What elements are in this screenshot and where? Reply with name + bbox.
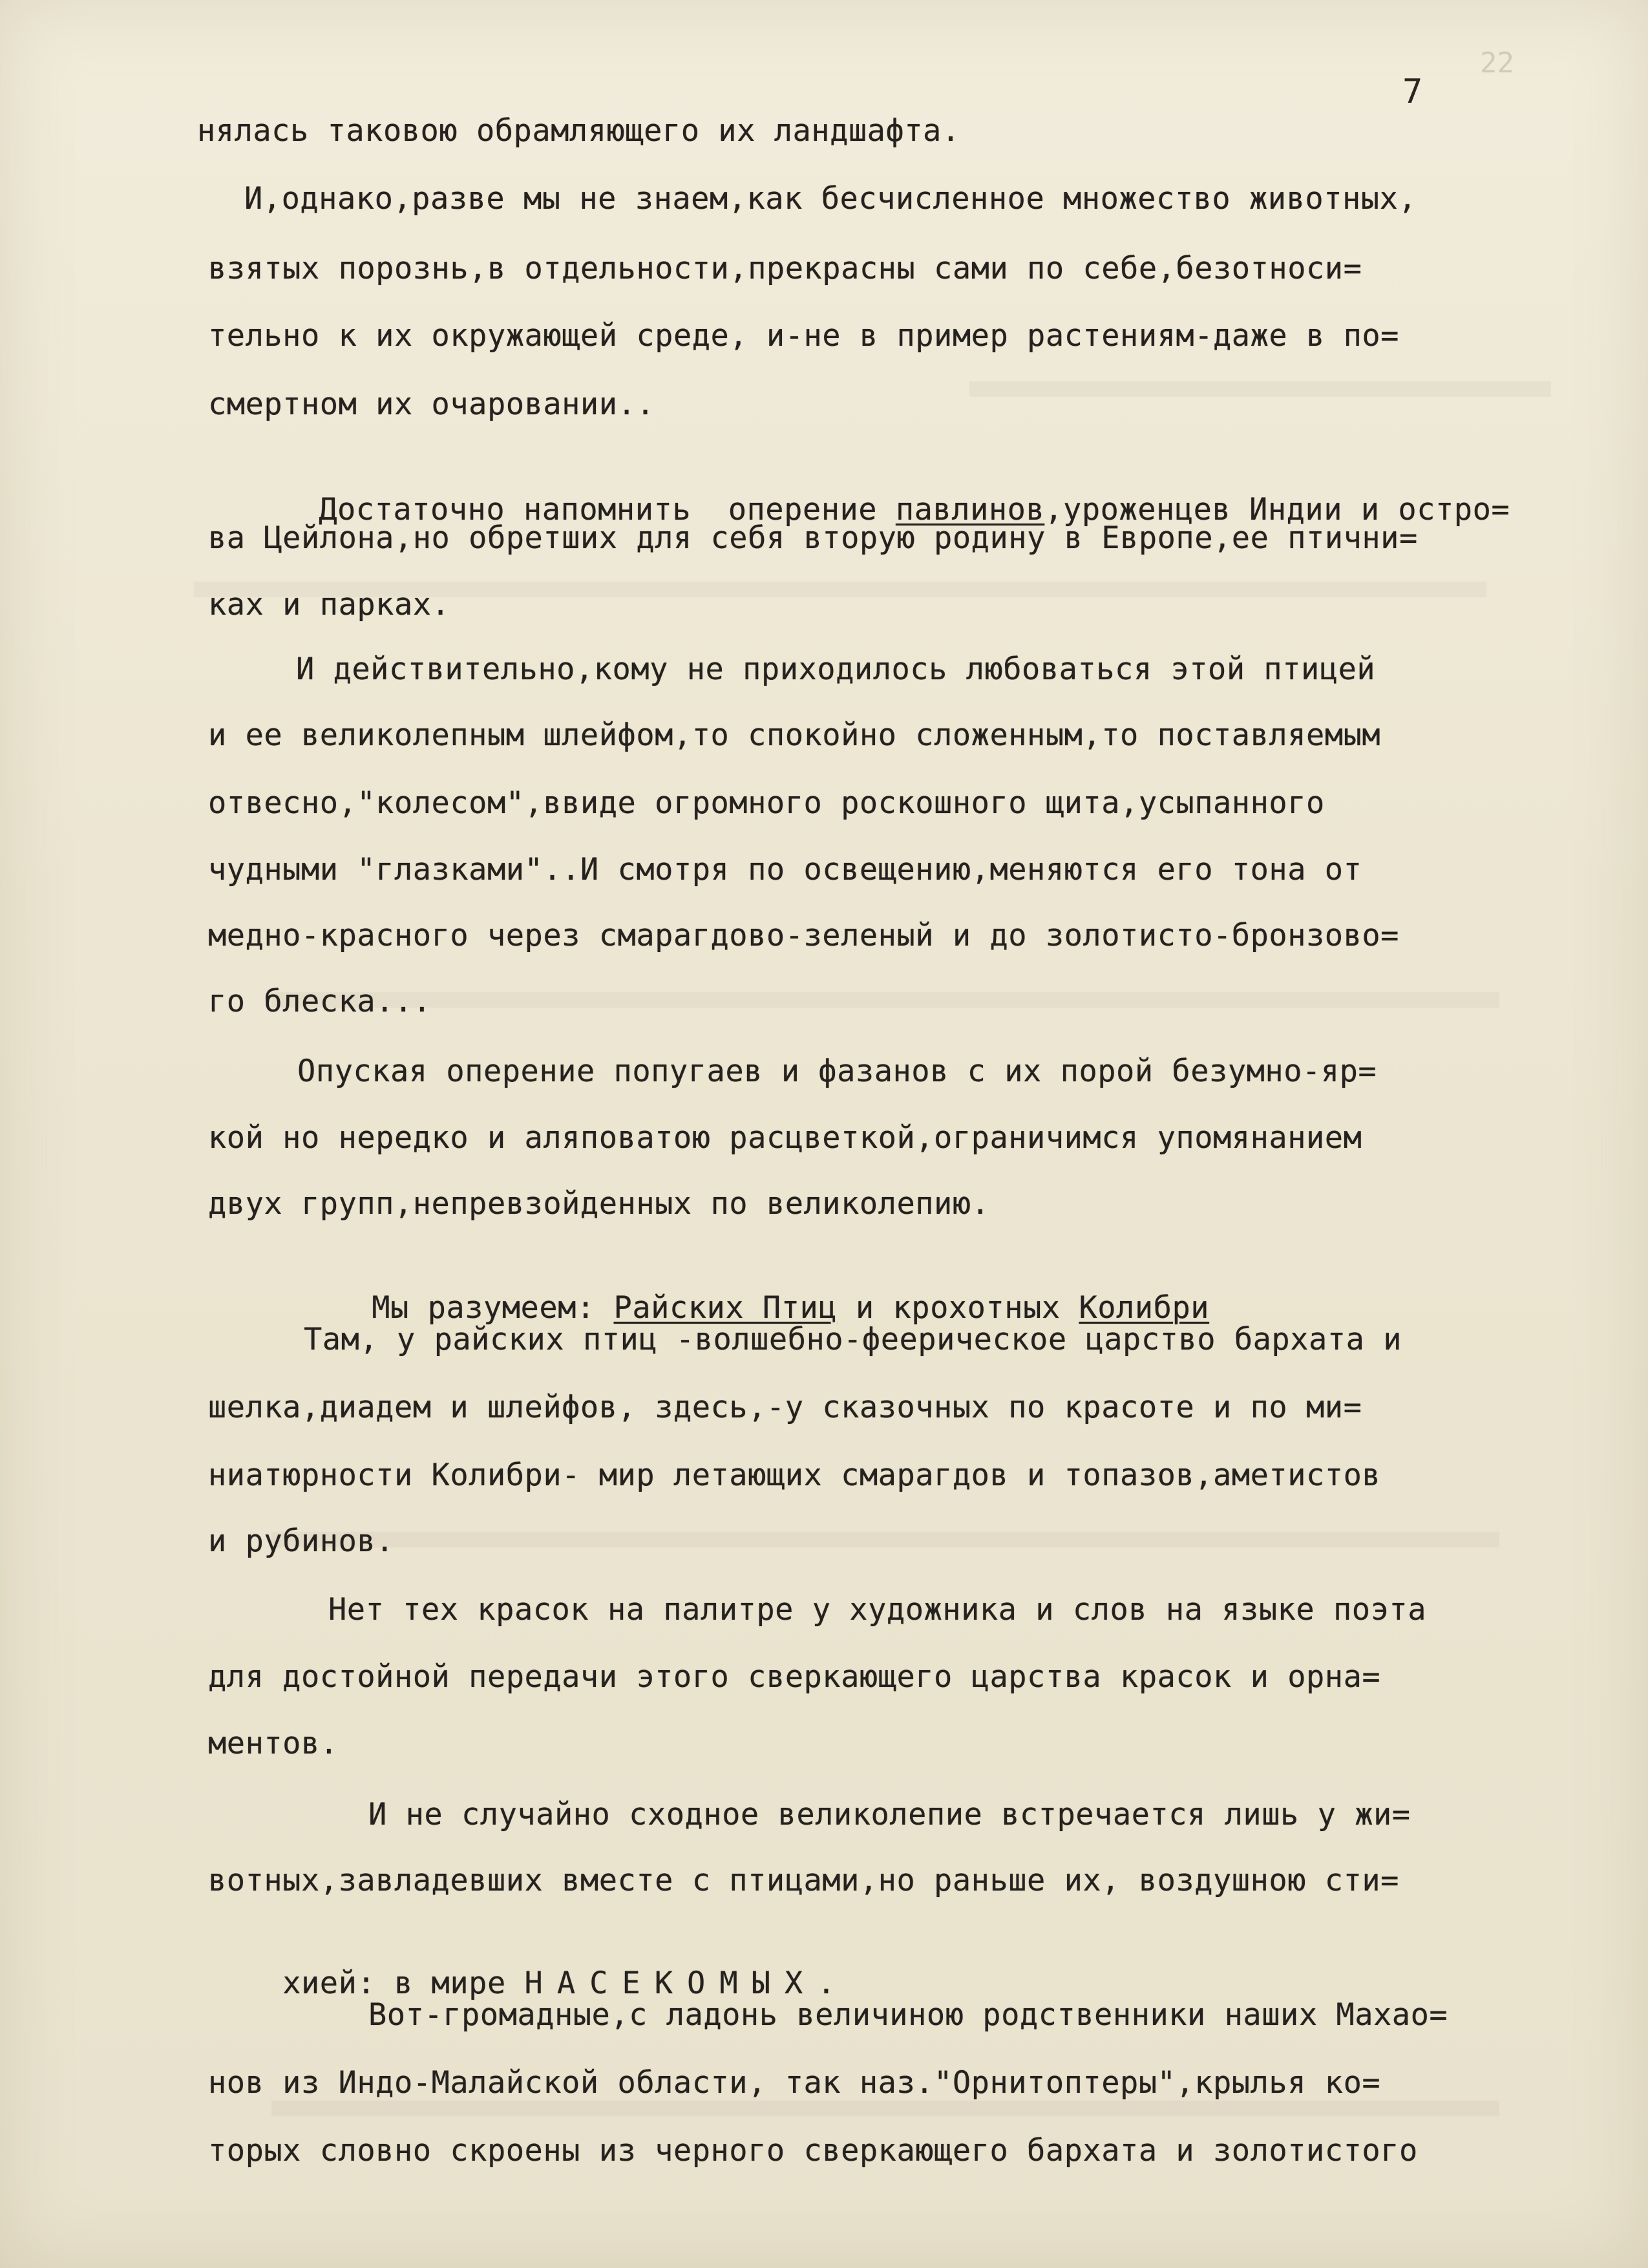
underlined-term: павлинов xyxy=(895,492,1045,527)
text-line: отвесно,"колесом",ввиде огромного роскошного щита,усыпанного xyxy=(208,785,1325,821)
text-segment: и крохотных xyxy=(837,1290,1079,1326)
text-segment: ,уроженцев Индии и остро= xyxy=(1044,492,1510,527)
text-line: Вот-громадные,с ладонь величиною родственники наших Махао= xyxy=(368,1997,1448,2033)
text-line: чудными "глазками"..И смотря по освещению,меняются его тона от xyxy=(208,852,1362,887)
bleed-through-texture xyxy=(271,2101,1499,2116)
emphasized-word: НАСЕКОМЫХ. xyxy=(524,1966,850,2001)
text-line: И не случайно сходное великолепие встречается лишь у жи= xyxy=(368,1797,1411,1832)
text-line: нялась таковою обрамляющего их ландшафта. xyxy=(197,113,960,149)
underlined-term: Райских Птиц xyxy=(613,1290,838,1326)
archive-page-number: 22 xyxy=(1480,47,1514,79)
text-line: медно-красного через смарагдово-зеленый и до золотисто-бронзово= xyxy=(208,918,1399,953)
text-line: вотных,завладевших вместе с птицами,но раньше их, воздушною сти= xyxy=(208,1863,1399,1898)
underlined-term: Колибри xyxy=(1079,1290,1210,1326)
text-line: кой но нередко и аляповатою расцветкой,ограничимся упомянанием xyxy=(208,1120,1362,1156)
text-segment: Мы разумеем: xyxy=(372,1290,614,1326)
text-line: и рубинов. xyxy=(208,1523,394,1559)
text-line: нов из Индо-Малайской области, так наз."Орнитоптеры",крылья ко= xyxy=(208,2065,1381,2101)
text-segment: хией: в мире xyxy=(282,1966,525,2001)
text-line: шелка,диадем и шлейфов, здесь,-у сказочных по красоте и по ми= xyxy=(208,1390,1362,1425)
text-line: ниатюрности Колибри- мир летающих смарагдов и топазов,аметистов xyxy=(208,1457,1381,1493)
text-line: ментов. xyxy=(208,1726,339,1761)
text-line: Опуская оперение попугаев и фазанов с их порой безумно-яр= xyxy=(297,1054,1377,1089)
text-line: двух групп,непревзойденных по великолепию. xyxy=(208,1186,990,1222)
text-line: ках и парках. xyxy=(208,587,450,622)
text-line: взятых порознь,в отдельности,прекрасны сами по себе,безотноси= xyxy=(208,251,1362,286)
bleed-through-texture xyxy=(271,1532,1499,1547)
text-line: И действительно,кому не приходилось любоваться этой птицей xyxy=(296,652,1376,687)
text-line: Там, у райских птиц -волшебно-феерическое царство бархата и xyxy=(304,1322,1402,1357)
page-number: 7 xyxy=(1402,72,1423,111)
text-line: го блеска... xyxy=(208,984,432,1019)
text-line: торых словно скроены из черного сверкающего бархата и золотистого xyxy=(208,2133,1418,2168)
text-line: ва Цейлона,но обретших для себя вторую родину в Европе,ее птични= xyxy=(208,520,1418,556)
text-line: для достойной передачи этого сверкающего царства красок и орна= xyxy=(208,1659,1381,1695)
bleed-through-texture xyxy=(969,381,1551,397)
text-line: Нет тех красок на палитре у художника и слов на языке поэта xyxy=(328,1592,1426,1627)
text-line: тельно к их окружающей среде, и-не в пример растениям-даже в по= xyxy=(208,318,1399,354)
text-segment: Достаточно напомнить оперение xyxy=(319,492,896,527)
bleed-through-texture xyxy=(271,992,1499,1008)
text-line: смертном их очаровании.. xyxy=(208,387,655,422)
text-line: И,однако,разве мы не знаем,как бесчисленное множество животных, xyxy=(244,181,1417,217)
text-line: и ее великолепным шлейфом,то спокойно сложенным,то поставляемым xyxy=(208,717,1381,753)
